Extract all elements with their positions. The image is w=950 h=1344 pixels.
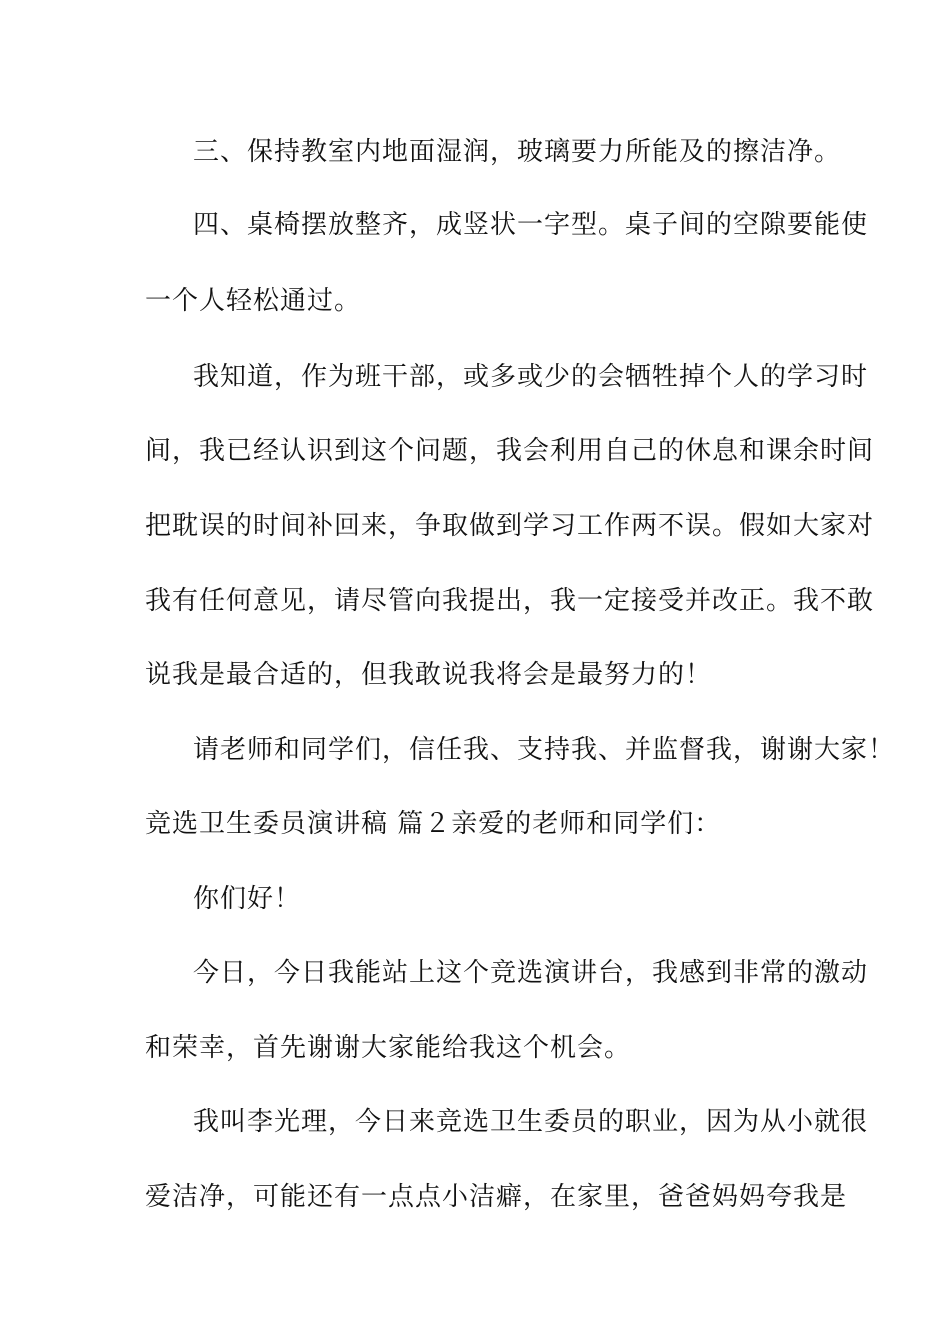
paragraph-line-2: 四、桌椅摆放整齐，成竖状一字型。桌子间的空隙要能使 — [193, 210, 869, 240]
paragraph-line-9: 请老师和同学们，信任我、支持我、并监督我，谢谢大家！ — [193, 735, 896, 765]
paragraph-line-13: 爱洁净，可能还有一点点小洁癖，在家里，爸爸妈妈夸我是 — [145, 1182, 848, 1212]
paragraph-line-10: 今日，今日我能站上这个竞选演讲台，我感到非常的激动 — [193, 958, 869, 988]
paragraph-line-11: 和荣幸，首先谢谢大家能给我这个机会。 — [145, 1033, 632, 1063]
paragraph-line-8: 说我是最合适的，但我敢说我将会是最努力的！ — [145, 660, 713, 690]
greeting-line: 你们好！ — [193, 884, 302, 914]
paragraph-line-4: 我知道，作为班干部，或多或少的会牺牲掉个人的学习时 — [193, 362, 869, 392]
section-heading-line: 竞选卫生委员演讲稿 篇２亲爱的老师和同学们： — [145, 809, 722, 839]
paragraph-line-3: 一个人轻松通过。 — [145, 286, 362, 316]
paragraph-line-5: 间，我已经认识到这个问题，我会利用自己的休息和课余时间 — [145, 436, 875, 466]
paragraph-line-6: 把耽误的时间补回来，争取做到学习工作两不误。假如大家对 — [145, 511, 875, 541]
paragraph-line-12: 我叫李光理，今日来竞选卫生委员的职业，因为从小就很 — [193, 1107, 869, 1137]
paragraph-line-7: 我有任何意见，请尽管向我提出，我一定接受并改正。我不敢 — [145, 586, 875, 616]
paragraph-line-1: 三、保持教室内地面湿润，玻璃要力所能及的擦洁净。 — [193, 137, 842, 167]
